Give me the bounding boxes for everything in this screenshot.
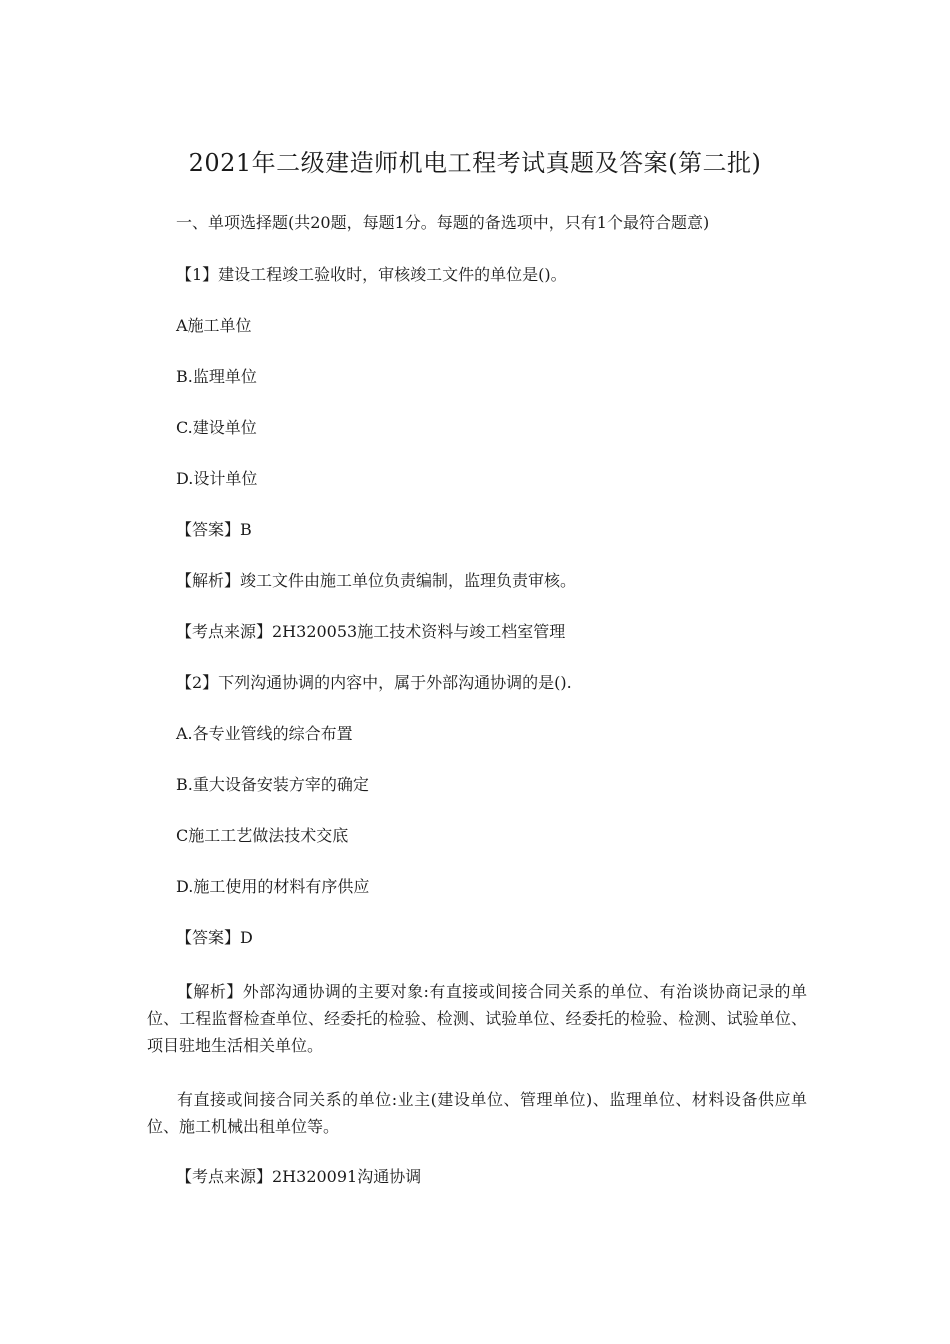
question-2-analysis-paragraph: 有直接或间接合同关系的单位:业主(建设单位、管理单位)、监理单位、材料设备供应单位、施工机械出租单位等。	[147, 1090, 807, 1136]
question-1-option-d: D.设计单位	[176, 469, 258, 488]
question-2-source: 【考点来源】2H320091沟通协调	[176, 1167, 422, 1186]
question-1-analysis: 【解析】竣工文件由施工单位负责编制，监理负责审核。	[176, 571, 577, 590]
question-1-answer: 【答案】B	[176, 520, 252, 539]
section-heading: 一、单项选择题(共20题，每题1分。每题的备选项中，只有1个最符合题意)	[176, 213, 710, 232]
question-2-option-b: B.重大设备安装方宰的确定	[176, 775, 369, 794]
question-2-option-c: C施工工艺做法技术交底	[176, 826, 349, 845]
question-1-option-a: A施工单位	[176, 316, 252, 335]
question-2-stem: 【2】下列沟通协调的内容中，属于外部沟通协调的是().	[176, 673, 572, 692]
question-1-option-c: C.建设单位	[176, 418, 257, 437]
question-1-stem: 【1】建设工程竣工验收时，审核竣工文件的单位是()。	[176, 265, 567, 284]
document-title: 2021年二级建造师机电工程考试真题及答案(第二批)	[188, 149, 762, 177]
question-2-analysis-paragraph: 【解析】外部沟通协调的主要对象:有直接或间接合同关系的单位、有治谈协商记录的单位、工程监督检查单位、经委托的检验、检测、试验单位、经委托的检验、检测、试验单位、项目驻地生活相关单位。	[147, 982, 807, 1055]
question-2-option-a: A.各专业管线的综合布置	[176, 724, 353, 743]
question-2-answer: 【答案】D	[176, 928, 253, 947]
question-2-option-d: D.施工使用的材料有序供应	[176, 877, 370, 896]
question-1-option-b: B.监理单位	[176, 367, 257, 386]
question-1-source: 【考点来源】2H320053施工技术资料与竣工档室管理	[176, 622, 566, 641]
